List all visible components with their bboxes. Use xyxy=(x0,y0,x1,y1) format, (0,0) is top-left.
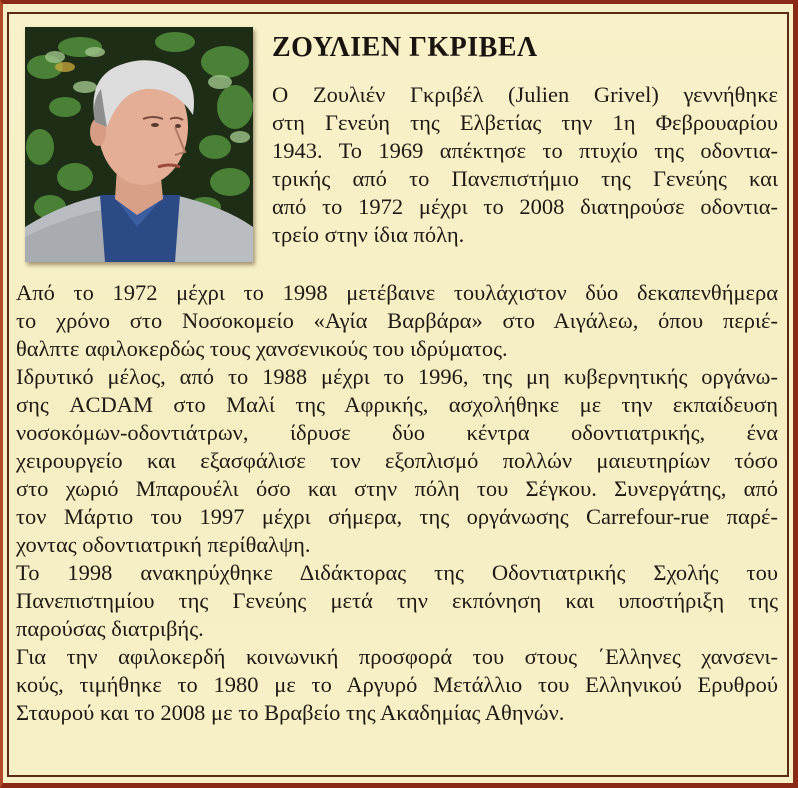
intro-line: στη Γενεύη της Ελβετίας την 1η Φεβρουαρίου xyxy=(272,110,778,135)
portrait-photo xyxy=(25,27,253,262)
intro-line: 1943. Το 1969 απέκτησε το πτυχίο της οδοντια- xyxy=(272,138,778,163)
intro-line: τρικής από το Πανεπιστήμιο της Γενεύης και xyxy=(272,166,778,191)
body-line: παρούσας διατριβής. xyxy=(16,616,204,641)
body-line: κούς, τιμήθηκε το 1980 με το Αργυρό Μετάλλιο του Ελληνικού Ερυθρού xyxy=(16,672,778,697)
intro-line: τρείο στην ίδια πόλη. xyxy=(272,222,465,247)
body-line: Για την αφιλοκερδή κοινωνική προσφορά του στους ΄Ελληνες χανσενι- xyxy=(16,644,778,669)
body-line: Σταυρού και το 2008 με το Βραβείο της Ακαδημίας Αθηνών. xyxy=(16,700,565,725)
paragraph-doctorate xyxy=(16,559,778,643)
intro-line: Ο Ζουλιέν Γκριβέλ (Julien Grivel) γεννήθηκε xyxy=(272,82,778,107)
body-line: χοντας οδοντιατρική περίθαλψη. xyxy=(16,532,311,557)
body-line: σης ACDAM στο Μαλί της Αφρικής, ασχολήθηκε με την εκπαίδευση xyxy=(16,392,778,417)
intro-paragraph xyxy=(272,81,778,249)
body-line: στο χωριό Μπαρουέλι όσο και στην πόλη του Σέγκου. Συνεργάτης, από xyxy=(16,476,778,501)
body-line: το χρόνο στο Νοσοκομείο «Αγία Βαρβάρα» στο Αιγάλεω, όπου περιέ- xyxy=(16,308,778,333)
intro-line: από το 1972 μέχρι το 2008 διατηρούσε οδοντια- xyxy=(272,194,778,219)
body-line: Πανεπιστημίου της Γενεύης μετά την εκπόνηση και υποστήριξη της xyxy=(16,588,778,613)
body-line: θαλπτε αφιλοκερδώς τους χανσενικούς του ιδρύματος. xyxy=(16,336,508,361)
portrait-photo-icon xyxy=(25,27,253,262)
paragraph-awards xyxy=(16,643,778,727)
article-title: ΖΟΥΛΙΕΝ ΓΚΡΙΒΕΛ xyxy=(272,32,538,63)
article-body xyxy=(16,279,778,727)
body-line: νοσοκόμων-οδοντιάτρων, ίδρυσε δύο κέντρα οδοντιατρικής, ένα xyxy=(16,420,778,445)
paragraph-acdam xyxy=(16,363,778,559)
paragraph-hospital xyxy=(16,279,778,363)
body-line: τον Μάρτιο του 1997 μέχρι σήμερα, της οργάνωσης Carrefour-rue παρέ- xyxy=(16,504,778,529)
body-line: Από το 1972 μέχρι το 1998 μετέβαινε τουλάχιστον δύο δεκαπενθήμερα xyxy=(16,280,778,305)
body-line: Ιδρυτικό μέλος, από το 1988 μέχρι το 1996, της μη κυβερνητικής οργάνω- xyxy=(16,364,778,389)
body-line: χειρουργείο και εξασφάλισε τον εξοπλισμό πολλών μαιευτηρίων τόσο xyxy=(16,448,778,473)
body-line: Το 1998 ανακηρύχθηκε Διδάκτορας της Οδοντιατρικής Σχολής του xyxy=(16,560,778,585)
